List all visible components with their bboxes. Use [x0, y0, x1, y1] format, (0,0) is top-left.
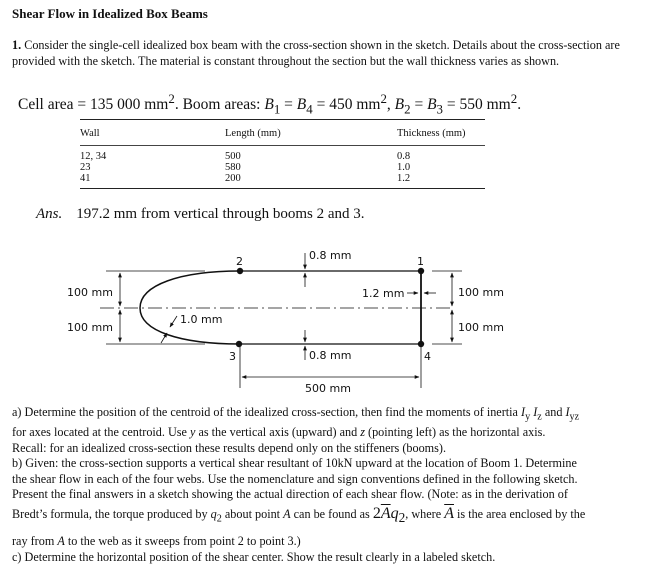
table-row: 41 200 1.2	[80, 173, 485, 189]
lower-right-height: 100 mm	[458, 321, 504, 334]
boom-4-label: 4	[424, 350, 431, 363]
given-data: Cell area = 135 000 $mm^2$. Boom areas: $B_1 = B_4 = 450$ $mm^2$, $B_2 = B_3 = 550$ $mm^2$.	[18, 91, 522, 117]
boom-2	[237, 268, 243, 274]
boom-3-label: 3	[229, 350, 236, 363]
cell-area: Cell area = 135 000 mm	[18, 96, 169, 114]
table-row: 12, 34 500 0.8	[80, 151, 411, 162]
question-b: b) Given: the cross-section supports a vertical shear resultant of 10kN upward at the location of Boom 1. Determine	[12, 456, 577, 471]
problem-intro	[12, 38, 644, 69]
table-row: 23 580 1.0	[80, 162, 411, 173]
answer-text: 197.2 mm from vertical through booms 2 and 3.	[76, 206, 365, 222]
lower-left-height: 100 mm	[67, 321, 113, 334]
bottom-skin-thickness: 0.8 mm	[309, 349, 352, 362]
answer	[36, 206, 365, 223]
torque-formula: $2\overline{A}q_2$	[372, 505, 406, 526]
spar-thickness: 1.2 mm	[362, 287, 405, 300]
header-thickness: Thickness (mm)	[397, 120, 485, 146]
top-skin-thickness: 0.8 mm	[309, 249, 352, 262]
boom-4	[418, 341, 424, 347]
boom-3	[236, 341, 242, 347]
problem-number: 1.	[12, 38, 22, 52]
question-c: c) Determine the horizontal position of the shear center. Show the result clearly in a labeled sketch.	[12, 550, 496, 565]
boom-2-label: 2	[236, 255, 243, 268]
questions: a) Determine the position of the centroid of the idealized cross-section, then find the moments of inertia $I_y$ $I_z$ and $I_{yz}$ for axes located at the centroid. Use y as the vertical axis (upward) and z (pointing left) as the horizontal axis. Recall: for an idealized cross-section these results depend only on the stiffeners (booms). b) Given: the cross-section supports a vertical shear resultant of 10kN upward at the location of Boom 1. Determine the shear flow in each of the four webs. Use the nomenclature and sign conventions defined in the following sketch. Present the final answers in a sketch showing the actual direction of each shear flow. (Note: as in the derivation of Bredt’s formula, the torque produced by $q_2$ about point A can be found as $2\overline{A}q_2$, where $\overline{A}$ is the area enclosed by the ray from A to the web as it sweeps from point 2 to point 3.) c) Determine the horizontal position of the shear center. Show the result clearly in a labeled sketch.	[12, 405, 648, 566]
answer-prefix: Ans.	[36, 206, 63, 222]
problem-intro-text: Consider the single-cell idealized box beam with the cross-section shown in the sketch. Details about the cross-section are provided with the sketch. The material is constant throughout the section but the wall thickness varies as shown.	[12, 38, 620, 68]
question-a: a) Determine the position of the centroid of the idealized cross-section, then find the moments of inertia $I_y$ $I_z$ and $I_{yz}$	[12, 405, 580, 423]
header-wall: Wall	[80, 120, 225, 146]
length-dimension: 500 mm	[305, 382, 351, 395]
boom-1	[418, 268, 424, 274]
upper-left-height: 100 mm	[67, 286, 113, 299]
wall-table	[80, 119, 485, 189]
header-length: Length (mm)	[225, 120, 397, 146]
table-header-row	[80, 120, 485, 146]
nose-thickness: 1.0 mm	[180, 313, 223, 326]
document-title: Shear Flow in Idealized Box Beams	[12, 6, 208, 21]
cross-section-diagram	[0, 240, 653, 400]
upper-right-height: 100 mm	[458, 286, 504, 299]
boom-1-label: 1	[417, 255, 424, 268]
